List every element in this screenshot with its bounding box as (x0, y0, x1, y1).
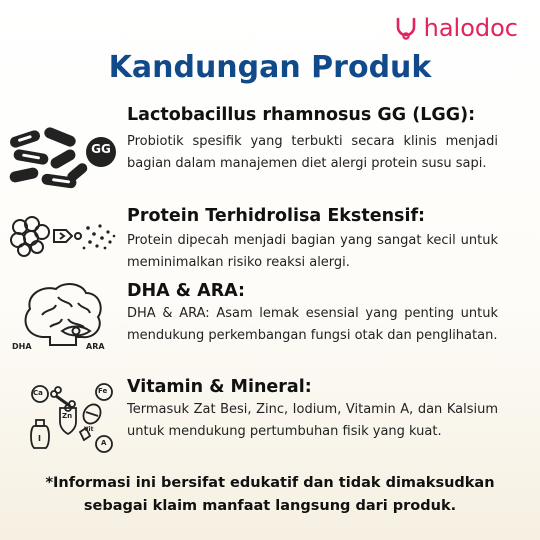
ca-label: Ca (33, 389, 43, 397)
protein-breakdown-icon (6, 214, 118, 258)
gg-badge: GG (91, 142, 111, 156)
vit-label: Vit (84, 426, 94, 433)
fe-label: Fe (98, 387, 108, 395)
section-vitamin-mineral (0, 374, 540, 466)
section-heading: Vitamin & Mineral: (127, 377, 312, 397)
bacteria-icon (6, 126, 118, 198)
page-title: Kandungan Produk (108, 50, 432, 85)
section-lgg (0, 98, 540, 198)
stethoscope-icon (393, 15, 419, 41)
section-heading: Protein Terhidrolisa Ekstensif: (127, 206, 426, 226)
section-protein (0, 200, 540, 275)
ara-label: ARA (86, 342, 105, 351)
section-body: Probiotik spesifik yang terbukti secara klinis menjadi bagian dalam manajemen diet alergi protein susu sapi. (127, 134, 498, 171)
section-body: Protein dipecah menjadi bagian yang sangat kecil untuk meminimalkan risiko reaksi alergi. (127, 233, 498, 270)
section-body: Termasuk Zat Besi, Zinc, Iodium, Vitamin A, dan Kalsium untuk mendukung pertumbuhan fisik yang kuat. (127, 402, 498, 439)
zn-label: Zn (62, 412, 73, 420)
dha-label: DHA (12, 342, 32, 351)
halodoc-logo (393, 14, 518, 42)
brand-name: halodoc (423, 14, 518, 42)
section-heading: DHA & ARA: (127, 281, 246, 301)
section-dha-ara (0, 277, 540, 372)
section-heading: Lactobacillus rhamnosus GG (LGG): (127, 105, 476, 125)
i-label: I (38, 434, 41, 443)
section-body: DHA & ARA: Asam lemak esensial yang penting untuk mendukung perkembangan fungsi otak dan penglihatan. (127, 306, 498, 343)
a-label: A (101, 439, 107, 447)
disclaimer: *Informasi ini bersifat edukatif dan tidak dimaksudkan sebagai klaim manfaat langsung dari produk. (45, 475, 495, 514)
